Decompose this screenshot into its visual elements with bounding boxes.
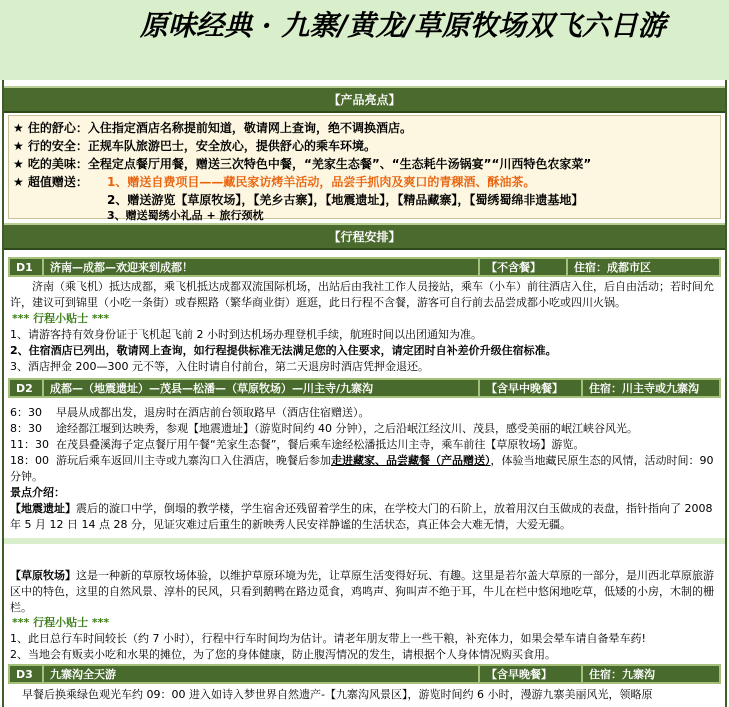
day2-meal: 【含早中晚餐】 — [480, 380, 583, 396]
day2-schedule-1 — [10, 405, 721, 421]
day3-label: D3 — [10, 666, 44, 682]
schedule-time: 6：30 — [10, 406, 42, 419]
day1-description: 济南（乘飞机）抵达成都，乘飞机抵达成都双流国际机场，出站后由我社工作人员接站，乘车（小车）前往酒店入住，后自由活动；若时间允许，建议可到锦里（小吃一条街）或春熙路（繁华商业街）逛逛，此日行程不含餐，游客可自行前去品尝成都小吃或四川火锅。 — [10, 280, 714, 309]
day1-tips-title: *** 行程小贴士 *** — [12, 312, 110, 325]
page-break — [4, 538, 725, 544]
highlight-gift-label: ★ 超值赠送： — [13, 175, 88, 189]
schedule-time: 8：30 — [10, 422, 42, 435]
day1-hotel: 住宿：成都市区 — [574, 261, 651, 274]
spot-label: 【草原牧场】 — [10, 569, 76, 582]
schedule-text-a: 游玩后乘车返回川主寺或九寨沟口入住酒店，晚餐后参加 — [56, 454, 331, 467]
title-band — [0, 0, 729, 80]
schedule-time: 18：00 — [10, 454, 49, 467]
day1-route: 济南—成都—欢迎来到成都！ — [44, 259, 480, 275]
schedule-text: 早晨从成都出发，退房时在酒店前台领取路早（酒店住宿赠送）。 — [56, 406, 370, 419]
highlight-gift-3: 3、赠送蜀绣小礼品 + 旅行颈枕 — [107, 209, 264, 222]
main-content — [2, 80, 727, 707]
highlight-gift-2: 2、赠送游览【草原牧场】，【羌乡古寨】，【地震遗址】，【精品藏寨】，【蜀绣蜀绵非遗基地】 — [107, 193, 584, 207]
day1-meal: 【不含餐】 — [480, 259, 568, 275]
day3-route: 九寨沟全天游 — [44, 666, 480, 682]
highlight-gift-1: 1、赠送自费项目——藏民家访烤羊活动，品尝手抓肉及爽口的青稞酒、酥油茶。 — [107, 175, 536, 189]
day2-tip-2: 2、当地会有贩卖小吃和水果的摊位，为了您的身体健康，防止腹泻情况的发生，请根据个人身体情况购买食用。 — [10, 648, 556, 661]
section-highlights-label: 【产品亮点】 — [328, 93, 401, 107]
spot-text: 震后的漩口中学，倒塌的教学楼，学生宿舍还残留着学生的床，在学校大门的石阶上，放着用汉白玉做成的表盘，指针指向了 2008 年 5 月 12 日 14 点 28 分，见证灾难过后重生的新映秀人民安祥静谧的生活状态，真正体会大难无情，大爱无疆。 — [10, 502, 713, 531]
day2-tip-1: 1、此日总行车时间较长（约 7 小时），行程中行车时间均为估计。请老年朋友带上一些干粮，补充体力，如果会晕车请自备晕车药! — [10, 632, 646, 645]
day3-meal: 【含早晚餐】 — [480, 666, 583, 682]
day3-description: 早餐后换乘绿色观光车约 09：00 进入如诗入梦世界自然遗产-【九寨沟风景区】，游览时间约 6 小时，漫游九寨美丽风光，领略原 — [22, 688, 653, 701]
day1-label: D1 — [10, 259, 44, 275]
highlight-stay: ★ 住的舒心：入住指定酒店名称提前知道，敬请网上查询，绝不调换酒店。 — [13, 121, 412, 135]
schedule-text: 在茂县叠溪海子定点餐厅用午餐“羌家生态餐”，餐后乘车途经松潘抵达川主寺，乘车前往【草原牧场】游览。 — [56, 438, 585, 451]
day1-tip-3: 3、酒店押金 200—300 元不等，入住时请自付前台，第二天退房时酒店凭押金退还。 — [10, 360, 429, 373]
schedule-text-c: ，体验当地藏民原生态的风情，活动时间：90 分钟。 — [10, 454, 714, 483]
day2-label: D2 — [10, 380, 44, 396]
spot-text: 这是一种新的草原牧场体验，以维护草原环境为先，让草原生活变得好玩、有趣。这里是若尔盖大草原的一部分，是川西北草原旅游区中的特色，这里的自然风景、淳朴的民风，只看到鹅鸭在路边觅食，鸡鸣声、狗叫声不绝于耳，牛儿在栏中悠闲地吃草，低矮的小房，木制的栅栏。 — [10, 569, 714, 614]
highlights-box — [8, 115, 721, 222]
schedule-text-b: 走进藏家、品尝藏餐（产品赠送） — [331, 454, 491, 467]
highlight-food: ★ 吃的美味：全程定点餐厅用餐，赠送三次特色中餐，“羌家生态餐”、“生态耗牛汤锅宴”“川西特色农家菜” — [13, 157, 592, 171]
section-itinerary — [4, 223, 725, 250]
day2-spot-1 — [10, 501, 721, 533]
day2-schedule-3 — [10, 437, 721, 453]
day2-hotel: 住宿：川主寺或九寨沟 — [589, 382, 699, 395]
highlight-travel: ★ 行的安全：正规车队旅游巴士，安全放心，提供舒心的乘车环境。 — [13, 139, 376, 153]
day2-header — [8, 378, 721, 398]
page-title: 原味经典 · 九寨/黄龙/草原牧场双飞六日游 — [140, 9, 666, 42]
day3-hotel: 住宿：九寨沟 — [589, 668, 655, 681]
day1-tip-1: 1、请游客持有效身份证于飞机起飞前 2 小时到达机场办理登机手续，航班时间以出团通知为准。 — [10, 328, 482, 341]
day2-spot-2 — [10, 568, 721, 616]
day3-header — [8, 664, 721, 684]
day2-tips-title: *** 行程小贴士 *** — [12, 616, 110, 629]
day1-header — [8, 257, 721, 277]
schedule-time: 11：30 — [10, 438, 49, 451]
day2-schedule-4 — [10, 453, 721, 485]
section-itinerary-label: 【行程安排】 — [328, 230, 401, 244]
spot-label: 【地震遗址】 — [10, 502, 76, 515]
section-highlights — [4, 86, 725, 113]
schedule-text: 途经都江堰到达映秀，参观【地震遗址】（游览时间约 40 分钟），之后沿岷江经汶川、茂县，感受美丽的岷江峡谷风光。 — [56, 422, 638, 435]
day2-schedule-2 — [10, 421, 721, 437]
day2-route: 成都—（地震遗址）—茂县—松潘—（草原牧场）—川主寺/九寨沟 — [44, 380, 480, 396]
day1-tip-2: 2、住宿酒店已列出，敬请网上查询，如行程提供标准无法满足您的入住要求，请定团时自补差价升级住宿标准。 — [10, 344, 557, 357]
day2-spot-title: 景点介绍： — [10, 486, 65, 499]
